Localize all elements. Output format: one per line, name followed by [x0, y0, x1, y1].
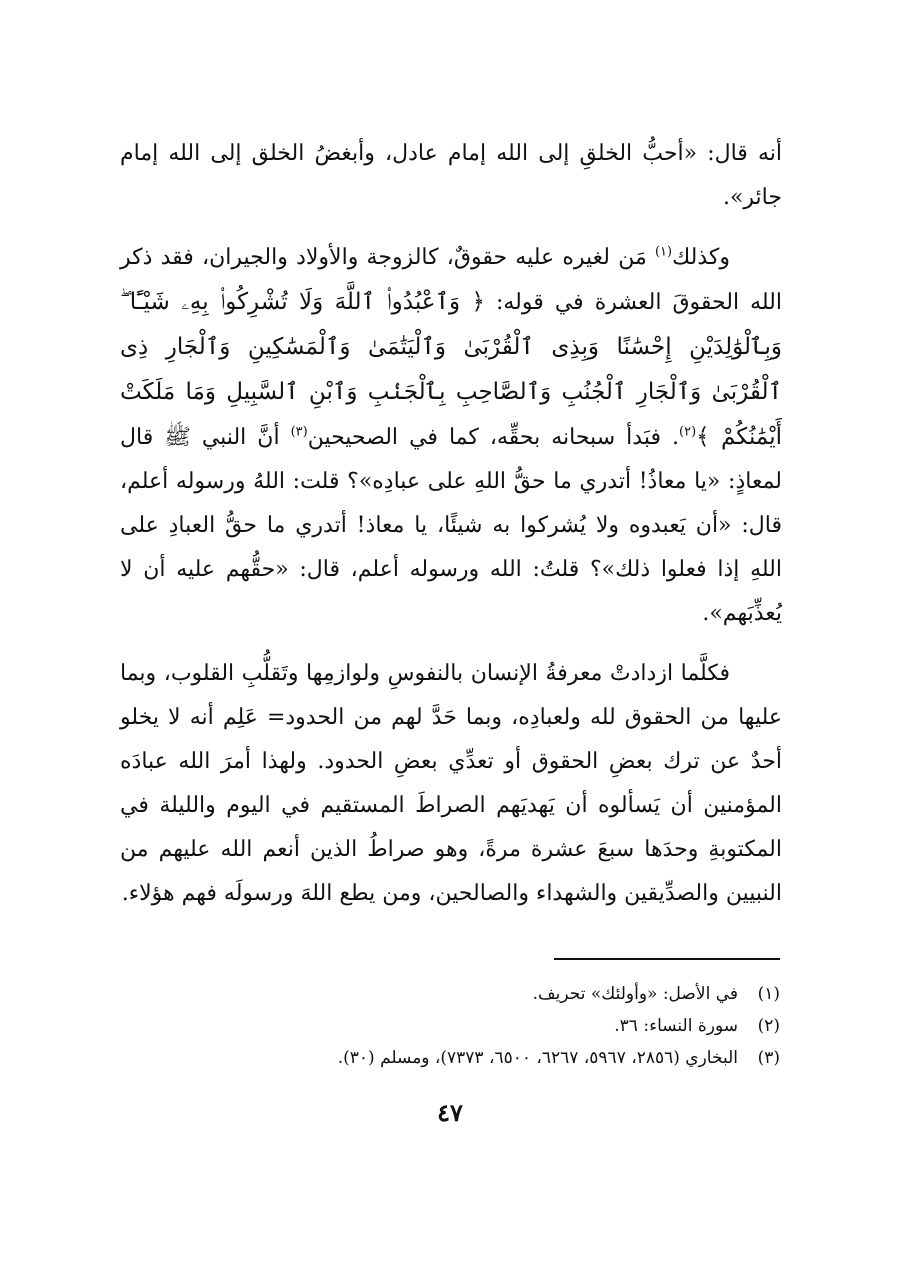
footnote-number: (٢)	[757, 1016, 780, 1036]
paragraph-2	[120, 236, 782, 636]
footnote-text: البخاري (٢٨٥٦، ٥٩٦٧، ٦٢٦٧، ٦٥٠٠، ٧٣٧٣)، ومسلم (٣٠).	[337, 1048, 738, 1068]
footnote-reference: (٣)	[290, 424, 308, 440]
paragraph-text: مَن لغيره عليه حقوقٌ، كالزوجة والأولاد والجيران، فقد ذكر الله الحقوقَ العشرة في قوله:	[120, 245, 782, 315]
footnote-number: (١)	[757, 984, 780, 1004]
footnote-item	[118, 1042, 780, 1074]
footnote-text: في الأصل: «وأولئك» تحريف.	[532, 984, 738, 1004]
paragraph-3	[120, 652, 782, 916]
footnote-item	[118, 978, 780, 1010]
footnote-item	[118, 1010, 780, 1042]
page-number: ٤٧	[437, 1098, 463, 1127]
footnote-reference: (١)	[654, 244, 673, 260]
page-body	[120, 132, 782, 916]
footnote-text: سورة النساء: ٣٦.	[614, 1016, 738, 1036]
paragraph-text: أنَّ النبي ﷺ قال لمعاذٍ: «يا معاذُ! أتدري ما حقُّ اللهِ على عبادِه»؟ قلت: اللهُ ورسوله أعلم، قال: «أن يَعبدوه ولا يُشركوا به شيئًا، يا معاذ! أتدري ما حقُّ العبادِ على اللهِ إذا فعلوا ذلك»؟ قلتُ: الله ورسوله أعلم، قال: «حقُّهم عليه أن لا يُعذِّبَهم».	[120, 425, 782, 626]
paragraph-text: وكذلك	[672, 245, 730, 270]
quran-verse: ﴿ وَٱعْبُدُوا۟ ٱللَّهَ وَلَا تُشْرِكُوا۟ بِهِۦ شَيْـًٔا ۖ وَبِٱلْوَٰلِدَيْنِ إِحْسَٰنًا وَبِذِى ٱلْقُرْبَىٰ وَٱلْيَتَٰمَىٰ وَٱلْمَسَٰكِينِ وَٱلْجَارِ ذِى ٱلْقُرْبَىٰ وَٱلْجَارِ ٱلْجُنُبِ وَٱلصَّاحِبِ بِٱلْجَنۢبِ وَٱبْنِ ٱلسَّبِيلِ وَمَا مَلَكَتْ أَيْمَٰنُكُمْ ﴾	[120, 289, 782, 450]
footnote-reference: (٢)	[679, 424, 697, 440]
footnotes-list	[118, 978, 780, 1074]
footnote-separator	[554, 958, 780, 960]
paragraph-text: أنه قال: «أحبُّ الخلقِ إلى الله إمام عادل، وأبغضُ الخلق إلى الله إمام جائر».	[120, 141, 782, 210]
paragraph-text: . فبَدأ سبحانه بحقِّه، كما في الصحيحين	[307, 425, 679, 450]
paragraph-text: فكلَّما ازدادتْ معرفةُ الإنسان بالنفوسِ ولوازمِها وتَقلُّبِ القلوب، وبما عليها من الحقوق لله ولعبادِه، وبما حَدَّ لهم من الحدود= عَلِم أنه لا يخلو أحدٌ عن ترك بعضِ الحقوق أو تعدِّي بعضِ الحدود. ولهذا أمرَ الله عبادَه المؤمنين أن يَسألوه أن يَهديَهم الصراطَ المستقيم في اليوم والليلة في المكتوبةِ وحدَها سبعَ عشرة مرةً، وهو صراطُ الذين أنعم الله عليهم من النبيين والصدِّيقين والشهداء والصالحين، ومن يطع اللهَ ورسولَه فهم هؤلاء.	[120, 661, 783, 906]
paragraph-1	[120, 132, 782, 220]
footnote-number: (٣)	[757, 1048, 780, 1068]
